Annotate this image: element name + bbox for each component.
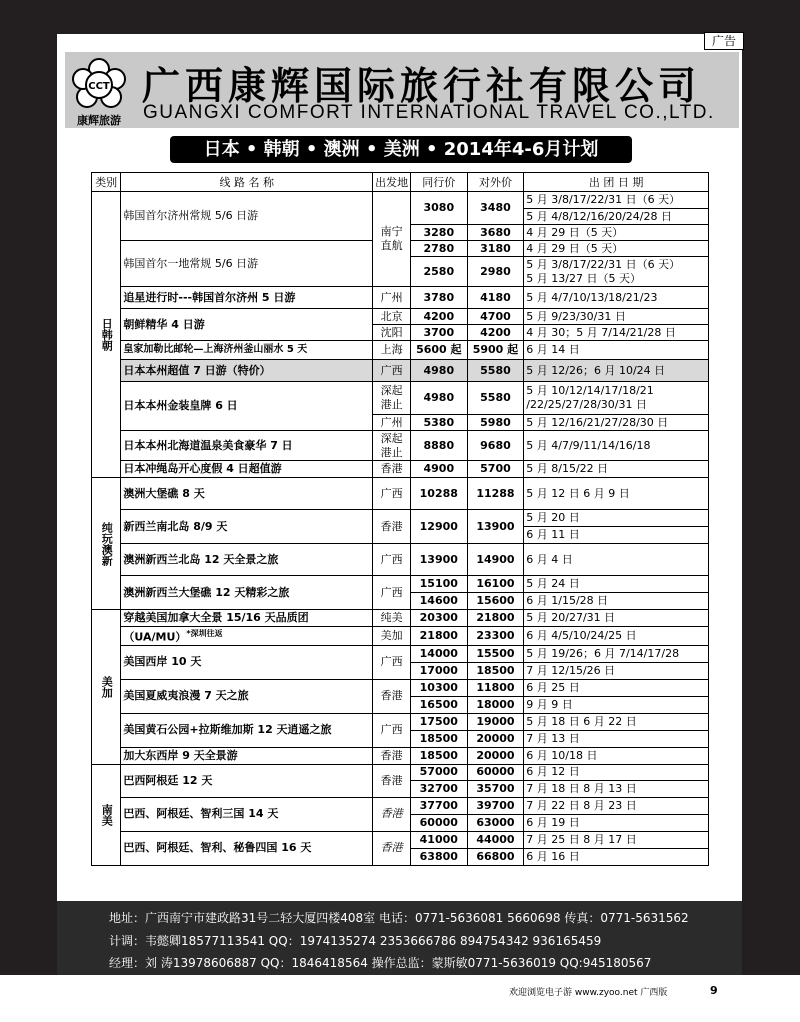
departure: 纯美	[373, 610, 411, 627]
dates: 4 月 29 日（5 天）	[524, 241, 709, 257]
dates: 6 月 16 日	[524, 848, 709, 865]
header-retail-price: 对外价	[467, 173, 524, 192]
retail-price: 44000	[467, 831, 524, 848]
retail-price: 20000	[467, 747, 524, 764]
dates: 6 月 25 日	[524, 679, 709, 696]
route-name: 追星进行时---韩国首尔济州 5 日游	[121, 287, 373, 309]
dates: 6 月 11 日	[524, 527, 709, 544]
trade-price: 10288	[410, 478, 467, 510]
trade-price: 3280	[410, 225, 467, 241]
logo-caption: 康辉旅游	[77, 114, 121, 127]
dates: 5 月 12/16/21/27/28/30 日	[524, 415, 709, 431]
dates: 7 月 22 日 8 月 23 日	[524, 797, 709, 814]
departure: 广西	[373, 478, 411, 510]
table-header-row	[92, 173, 709, 192]
bottom-credit: 欢迎浏览电子游 www.zyoo.net 广西版	[509, 988, 668, 998]
table-row	[92, 287, 709, 309]
dates: 6 月 19 日	[524, 814, 709, 831]
route-name: 穿越美国加拿大全景 15/16 天品质团	[121, 610, 373, 627]
trade-price: 12900	[410, 510, 467, 544]
retail-price: 5900 起	[467, 341, 524, 360]
retail-price: 63000	[467, 814, 524, 831]
trade-price: 18500	[410, 747, 467, 764]
route-name: 日本本州金装皇牌 6 日	[121, 382, 373, 431]
departure: 香港	[373, 679, 411, 713]
retail-price: 9680	[467, 431, 524, 461]
retail-price: 4180	[467, 287, 524, 309]
retail-price: 60000	[467, 764, 524, 780]
dates: 5 月 8/15/22 日	[524, 461, 709, 478]
retail-price: 35700	[467, 780, 524, 797]
route-name: 澳洲新西兰大堡礁 12 天精彩之旅	[121, 576, 373, 610]
category-aus-nz: 纯玩澳新	[92, 478, 121, 610]
retail-price: 20000	[467, 730, 524, 747]
departure: 广州	[373, 287, 411, 309]
route-name: 朝鲜精华 4 日游	[121, 309, 373, 341]
trade-price: 10300	[410, 679, 467, 696]
retail-price: 39700	[467, 797, 524, 814]
footer-address: 地址：广西南宁市建政路31号二轻大厦四楼408室 电话：0771-5636081 5660698 传真：0771-5631562	[109, 911, 689, 925]
retail-price: 11288	[467, 478, 524, 510]
route-name: 新西兰南北岛 8/9 天	[121, 510, 373, 544]
route-name: 日本本州北海道温泉美食豪华 7 日	[121, 431, 373, 461]
trade-price: 37700	[410, 797, 467, 814]
route-name: 日本冲绳岛开心度假 4 日超值游	[121, 461, 373, 478]
table-row	[92, 431, 709, 461]
trade-price: 41000	[410, 831, 467, 848]
dates: 7 月 13 日	[524, 730, 709, 747]
route-name: 加大东西岸 9 天全景游	[121, 747, 373, 764]
table-row	[92, 610, 709, 627]
trade-price: 5380	[410, 415, 467, 431]
dates: 4 月 30；5 月 7/14/21/28 日	[524, 325, 709, 341]
dates: 5 月 3/8/17/22/31 日（6 天）	[524, 192, 709, 209]
dates: 5 月 12/26；6 月 10/24 日	[524, 360, 709, 382]
departure: 香港	[373, 510, 411, 544]
trade-price: 2780	[410, 241, 467, 257]
trade-price: 18500	[410, 730, 467, 747]
dates: 5 月 4/7/10/13/18/21/23	[524, 287, 709, 309]
table-row	[92, 510, 709, 527]
trade-price: 4980	[410, 360, 467, 382]
route-name: 韩国首尔济州常规 5/6 日游	[121, 192, 373, 241]
table-row	[92, 309, 709, 325]
table-row	[92, 341, 709, 360]
company-name-en: GUANGXI COMFORT INTERNATIONAL TRAVEL CO.,LTD.	[143, 102, 715, 123]
table-row	[92, 461, 709, 478]
route-name: 美国黄石公园+拉斯维加斯 12 天逍遥之旅	[121, 713, 373, 747]
departure: 深起港止	[373, 431, 411, 461]
header-category: 类别	[92, 173, 121, 192]
dates: 9 月 9 日	[524, 696, 709, 713]
page-number: 9	[710, 984, 718, 997]
dates: 5 月 10/12/14/17/18/21 /22/25/27/28/30/31 日	[524, 382, 709, 415]
retail-price: 19000	[467, 713, 524, 730]
trade-price: 63800	[410, 848, 467, 865]
departure: 上海	[373, 341, 411, 360]
departure: 广西	[373, 544, 411, 576]
route-name: 巴西、阿根廷、智利、秘鲁四国 16 天	[121, 831, 373, 865]
dates: 5 月 3/8/17/22/31 日（6 天） 5 月 13/27 日（5 天）	[524, 257, 709, 287]
dates: 6 月 4 日	[524, 544, 709, 576]
retail-price: 16100	[467, 576, 524, 593]
departure: 广西	[373, 645, 411, 679]
dates: 5 月 4/8/12/16/20/24/28 日	[524, 209, 709, 225]
trade-price: 17000	[410, 662, 467, 679]
dates: 5 月 4/7/9/11/14/16/18	[524, 431, 709, 461]
retail-price: 5700	[467, 461, 524, 478]
table-row	[92, 747, 709, 764]
company-name-cn: 广西康辉国际旅行社有限公司	[142, 64, 702, 108]
category-korea-japan: 日韩朝	[92, 192, 121, 478]
trade-price: 2580	[410, 257, 467, 287]
retail-price: 5580	[467, 382, 524, 415]
dates: 7 月 25 日 8 月 17 日	[524, 831, 709, 848]
logo-text: CCT	[88, 81, 110, 92]
category-america: 美加	[92, 610, 121, 765]
footer-operator: 计调：韦懿卿18577113541 QQ：1974135274 2353666786 894754342 936165459	[109, 934, 602, 948]
bottom-strip	[0, 975, 800, 1022]
dates: 6 月 4/5/10/24/25 日	[524, 627, 709, 646]
retail-price: 3680	[467, 225, 524, 241]
table-row	[92, 764, 709, 780]
table-row	[92, 713, 709, 730]
trade-price: 14600	[410, 593, 467, 610]
dates: 5 月 20/27/31 日	[524, 610, 709, 627]
dates: 6 月 10/18 日	[524, 747, 709, 764]
retail-price: 3180	[467, 241, 524, 257]
retail-price: 3480	[467, 192, 524, 225]
retail-price: 15500	[467, 645, 524, 662]
retail-price: 18500	[467, 662, 524, 679]
table-row	[92, 360, 709, 382]
trade-price: 15100	[410, 576, 467, 593]
departure: 广州	[373, 415, 411, 431]
table-row	[92, 544, 709, 576]
table-row	[92, 831, 709, 848]
route-name: 日本本州超值 7 日游（特价）	[121, 360, 373, 382]
plan-title: 日本 • 韩朝 • 澳洲 • 美洲 • 2014年4-6月计划	[170, 136, 632, 163]
trade-price: 3700	[410, 325, 467, 341]
route-name: 美国夏威夷浪漫 7 天之旅	[121, 679, 373, 713]
dates: 6 月 1/15/28 日	[524, 593, 709, 610]
retail-price: 4700	[467, 309, 524, 325]
header-dates: 出 团 日 期	[524, 173, 709, 192]
departure: 香港	[373, 797, 411, 831]
trade-price: 32700	[410, 780, 467, 797]
route-name: 巴西阿根廷 12 天	[121, 764, 373, 797]
trade-price: 17500	[410, 713, 467, 730]
route-name: 巴西、阿根廷、智利三国 14 天	[121, 797, 373, 831]
header-departure: 出发地	[373, 173, 411, 192]
trade-price: 21800	[410, 627, 467, 646]
table-row	[92, 797, 709, 814]
departure: 香港	[373, 831, 411, 865]
trade-price: 13900	[410, 544, 467, 576]
departure: 广西	[373, 713, 411, 747]
trade-price: 3080	[410, 192, 467, 225]
retail-price: 5580	[467, 360, 524, 382]
route-name: $(UA/MU)^{*深圳往返}$	[121, 627, 373, 646]
retail-price: 18000	[467, 696, 524, 713]
departure: 北京	[373, 309, 411, 325]
dates: 5 月 18 日 6 月 22 日	[524, 713, 709, 730]
route-name: 美国西岸 10 天	[121, 645, 373, 679]
route-name: 韩国首尔一地常规 5/6 日游	[121, 241, 373, 287]
retail-price: 66800	[467, 848, 524, 865]
trade-price: 4900	[410, 461, 467, 478]
retail-price: 4200	[467, 325, 524, 341]
dates: 7 月 18 日 8 月 13 日	[524, 780, 709, 797]
departure: 深起港止	[373, 382, 411, 415]
retail-price: 11800	[467, 679, 524, 696]
contact-footer	[57, 901, 742, 975]
trade-price: 60000	[410, 814, 467, 831]
retail-price: 5980	[467, 415, 524, 431]
trade-price: 16500	[410, 696, 467, 713]
retail-price: 21800	[467, 610, 524, 627]
route-name: 皇家加勒比邮轮—上海济州釜山丽水 5 天	[121, 341, 373, 360]
table-row	[92, 192, 709, 209]
departure: 美加	[373, 627, 411, 646]
trade-price: 20300	[410, 610, 467, 627]
departure: 香港	[373, 764, 411, 797]
footer-manager: 经理：刘 涛13978606887 QQ：1846418564 操作总监：蒙斯敏0771-5636019 QQ:945180567	[109, 956, 652, 970]
retail-price: 15600	[467, 593, 524, 610]
departure: 广西	[373, 576, 411, 610]
table-row	[92, 576, 709, 593]
departure: 南宁直航	[373, 192, 411, 287]
trade-price: 4200	[410, 309, 467, 325]
trade-price: 14000	[410, 645, 467, 662]
dates: 5 月 12 日 6 月 9 日	[524, 478, 709, 510]
departure: 沈阳	[373, 325, 411, 341]
dates: 5 月 9/23/30/31 日	[524, 309, 709, 325]
dates: 5 月 24 日	[524, 576, 709, 593]
trade-price: 5600 起	[410, 341, 467, 360]
trade-price: 3780	[410, 287, 467, 309]
dates: 5 月 19/26；6 月 7/14/17/28	[524, 645, 709, 662]
dates: 4 月 29 日（5 天）	[524, 225, 709, 241]
route-name: 澳洲新西兰北岛 12 天全景之旅	[121, 544, 373, 576]
table-row	[92, 679, 709, 696]
table-row	[92, 645, 709, 662]
table-row	[92, 382, 709, 415]
retail-price: 23300	[467, 627, 524, 646]
table-row	[92, 478, 709, 510]
retail-price: 2980	[467, 257, 524, 287]
departure: 香港	[373, 461, 411, 478]
header-route: 线 路 名 称	[121, 173, 373, 192]
departure: 香港	[373, 747, 411, 764]
dates: 7 月 12/15/26 日	[524, 662, 709, 679]
table-row	[92, 627, 709, 646]
dates: 6 月 14 日	[524, 341, 709, 360]
tour-table	[91, 172, 709, 866]
trade-price: 4980	[410, 382, 467, 415]
retail-price: 13900	[467, 510, 524, 544]
header-trade-price: 同行价	[410, 173, 467, 192]
route-name: 澳洲大堡礁 8 天	[121, 478, 373, 510]
trade-price: 57000	[410, 764, 467, 780]
trade-price: 8880	[410, 431, 467, 461]
retail-price: 14900	[467, 544, 524, 576]
departure: 广西	[373, 360, 411, 382]
dates: 6 月 12 日	[524, 764, 709, 780]
dates: 5 月 20 日	[524, 510, 709, 527]
ad-tag: 广告	[704, 32, 744, 50]
category-south-america: 南美	[92, 764, 121, 865]
